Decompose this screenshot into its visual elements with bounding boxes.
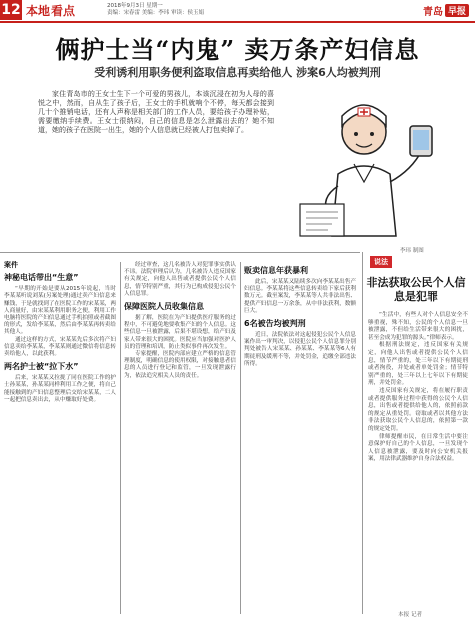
section-title-4: 贩卖信息年获暴利 <box>244 266 308 275</box>
column-divider <box>362 252 363 614</box>
paragraph: 通过这样的方式，宋某某先后多次将产妇信息卖给李某某，李某某则通过微信将信息转卖给他人，以此获利。 <box>4 336 116 358</box>
illustration <box>282 86 447 246</box>
comment-body <box>368 312 468 464</box>
paragraph: 专家提醒，医院内部应建立严格的信息管理制度，明确信息的使用权限，对接触患者信息的人员进行登记和监管，一旦发现泄露行为，依法追究相关人员的责任。 <box>124 351 236 379</box>
paragraph: “生活中，有些人对个人信息安全不够重视，殊不知，公民的个人信息一旦被泄露，不但给生活带来很大的困扰，甚至会成为犯罪的源头。”律师表示。 <box>368 312 468 341</box>
article-column-3 <box>244 262 356 368</box>
logo-text-a: 青岛 <box>422 6 443 18</box>
headline: 俩护士当“内鬼” 卖万条产妇信息 <box>55 35 420 64</box>
paragraph: 此后，宋某某又陆续多次向李某某出售产妇信息。李某某将这些信息转卖给下家后获利数万元。截至案发，李某某等人共非法出售、提供产妇信息一万余条，从中非法获利，数额巨大。 <box>244 279 356 314</box>
article-column-2 <box>124 262 236 380</box>
paragraph: 据了解，医院在为产妇提供医疗服务的过程中，不可避免地要收集产妇的个人信息。这些信息一旦被泄露，后果不堪设想，给产妇及家人带来很大的困扰。医院应当加强对医护人员的管理和培训，防止类似事件再次发生。 <box>124 315 236 350</box>
section-name <box>22 0 79 20</box>
page-number: 12 <box>1 2 21 18</box>
case-label: 案件 <box>4 261 18 269</box>
paragraph: 根据刑法规定，违反国家有关规定，向他人出售或者提供公民个人信息，情节严重的，处三年以下有期徒刑或者拘役，并处或者单处罚金；情节特别严重的，处三年以上七年以下有期徒刑，并处罚金。 <box>368 342 468 387</box>
section-title-3: 保障医院人员收集信息 <box>124 302 204 312</box>
comment-signature: 本报 记者 <box>398 612 423 618</box>
section-title-2: 两名护士被“拉下水” <box>4 362 79 372</box>
section-name-a: 本地 <box>26 3 51 18</box>
column-divider <box>240 262 241 614</box>
newspaper-logo <box>405 0 475 20</box>
section-title-1: 神秘电话带出“生意” <box>4 273 79 283</box>
section-title-5: 6名被告均被判刑 <box>244 319 306 329</box>
paragraph: 违反国家有关规定，将在履行职责或者提供服务过程中获得的公民个人信息，出售或者提供给他人的，依照前款的规定从重处罚。窃取或者以其他方法非法获取公民个人信息的，依照第一款的规定处罚。 <box>368 387 468 432</box>
header-rule <box>0 21 475 23</box>
lead-paragraph: 家住青岛市的王女士生下一个可爱的男孩儿，本该沉浸在初为人母的喜悦之中，然而，自从生了孩子后，王女士的手机就响个不停，每天都会接到几十个推销电话，还有人声称是相关部门的工作人员，要给孩子办理补贴，需要缴纳手续费。王女士很纳闷，自己的信息是怎么泄露出去的？她不知道，她的孩子在医院一出生，她的个人信息就已经被人打包卖掉了。 <box>38 90 274 134</box>
paragraph: “早期的开始是要从2015年说起，当时李某某听说刘某(另案处理)通过卖产妇信息来赚钱，于是就找到了在医院工作的宋某某，两人商量好，由宋某某利用职务之便，利用工作电脑将医院的产妇信息通过手机拍照或者截图的形式，发给李某某，然后由李某某再转卖给其他人。 <box>4 286 116 336</box>
article-column-1 <box>4 262 116 404</box>
header-meta <box>79 0 405 20</box>
date-line: 2018年9月3日 星期一 <box>107 3 163 9</box>
logo-text-b: 早报 <box>445 4 469 17</box>
subheadline: 受利诱利用职务便利盗取信息再卖给他人 涉案6人均被判刑 <box>94 66 381 79</box>
masthead <box>0 0 475 20</box>
section-name-b: 看点 <box>51 3 76 18</box>
section-divider <box>0 252 360 253</box>
illustration-credit: 李玮 制图 <box>400 248 424 254</box>
illustration-figure <box>300 105 432 236</box>
paragraph: 近日，法院依法对这起侵犯公民个人信息案作出一审判决，以侵犯公民个人信息罪分别判处被告人宋某某、孙某某、李某某等6人有期徒刑及缓刑不等，并处罚金，追缴全部违法所得。 <box>244 332 356 367</box>
comment-tag: 说法 <box>370 256 392 268</box>
editors-line: 责编：宋春雷 美编：李玮 审读：侯玉娟 <box>107 10 205 16</box>
paragraph: 经过审查，这几名被告人对犯罪事实供认不讳。法院审理后认为，几名被告人违反国家有关规定，向他人出售或者提供公民个人信息，情节特别严重，其行为已构成侵犯公民个人信息罪。 <box>124 262 236 297</box>
comment-title: 非法获取公民个人信息是犯罪 <box>366 276 466 303</box>
paragraph: 后来，宋某某又拉拢了同在医院工作的护士孙某某，孙某某同样利用工作之便，将自己能接触到的产妇信息整理后交给宋某某，二人一起把信息卖出去，从中赚取好处费。 <box>4 375 116 403</box>
column-divider <box>120 262 121 614</box>
paragraph: 律师提醒市民，在日常生活中要注意保护好自己的个人信息，一旦发现个人信息被泄露，要及时向公安机关报案，用法律武器维护自身合法权益。 <box>368 433 468 463</box>
